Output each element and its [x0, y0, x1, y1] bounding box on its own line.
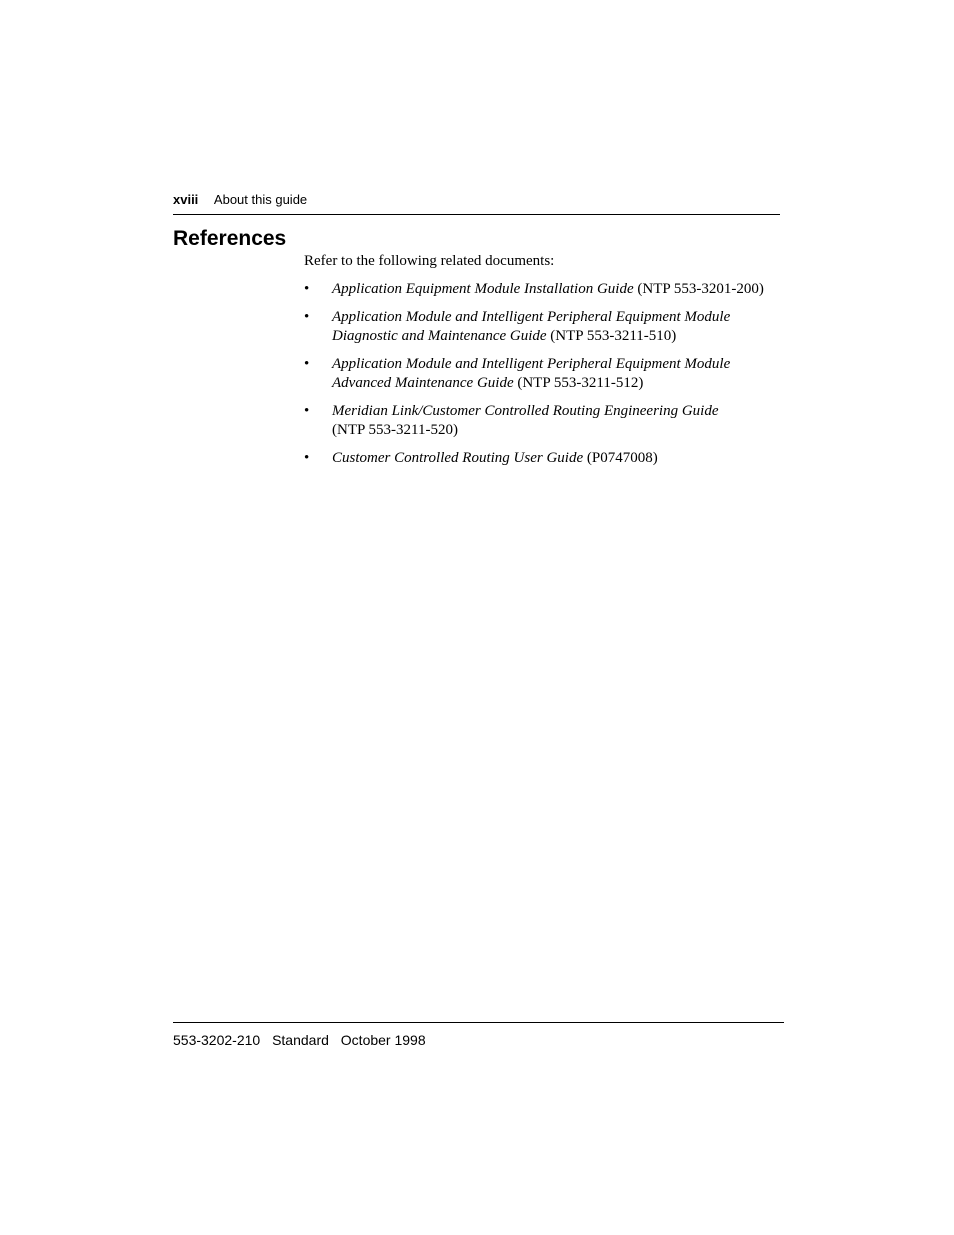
- document-number: 553-3202-210: [173, 1032, 261, 1048]
- list-item: [304, 355, 794, 393]
- document-status: Standard: [272, 1032, 329, 1048]
- running-footer: [173, 1022, 784, 1049]
- reference-title: Application Module and Intelligent Peripheral Equipment Module: [332, 356, 731, 372]
- reference-id: (NTP 553-3211-512): [517, 375, 644, 391]
- reference-list: [304, 280, 794, 477]
- page-title: References: [173, 227, 287, 250]
- reference-title: Application Module and Intelligent Peripheral Equipment Module: [332, 309, 731, 325]
- reference-title: Customer Controlled Routing User Guide: [332, 450, 584, 466]
- reference-title: Meridian Link/Customer Controlled Routing Engineering Guide: [332, 403, 719, 419]
- bullet-icon: •: [304, 281, 310, 297]
- list-item: [304, 280, 794, 299]
- bullet-icon: •: [304, 450, 310, 466]
- reference-id: (NTP 553-3201-200): [637, 281, 764, 297]
- reference-title-continued: Advanced Maintenance Guide: [332, 375, 514, 391]
- bullet-icon: •: [304, 356, 310, 372]
- reference-id: (P0747008): [586, 450, 658, 466]
- list-item: [304, 449, 794, 468]
- list-item: [304, 308, 794, 346]
- section-name: About this guide: [213, 192, 308, 207]
- bullet-icon: •: [304, 403, 310, 419]
- document-date: October 1998: [340, 1032, 426, 1048]
- reference-title: Application Equipment Module Installation Guide: [332, 281, 634, 297]
- list-item: [304, 402, 794, 440]
- intro-text: Refer to the following related documents:: [304, 253, 555, 269]
- page-number: xviii: [173, 192, 199, 207]
- reference-id: (NTP 553-3211-520): [332, 422, 458, 438]
- bullet-icon: •: [304, 309, 310, 325]
- reference-id: (NTP 553-3211-510): [550, 328, 677, 344]
- running-header: [173, 192, 780, 215]
- reference-title-continued: Diagnostic and Maintenance Guide: [332, 328, 547, 344]
